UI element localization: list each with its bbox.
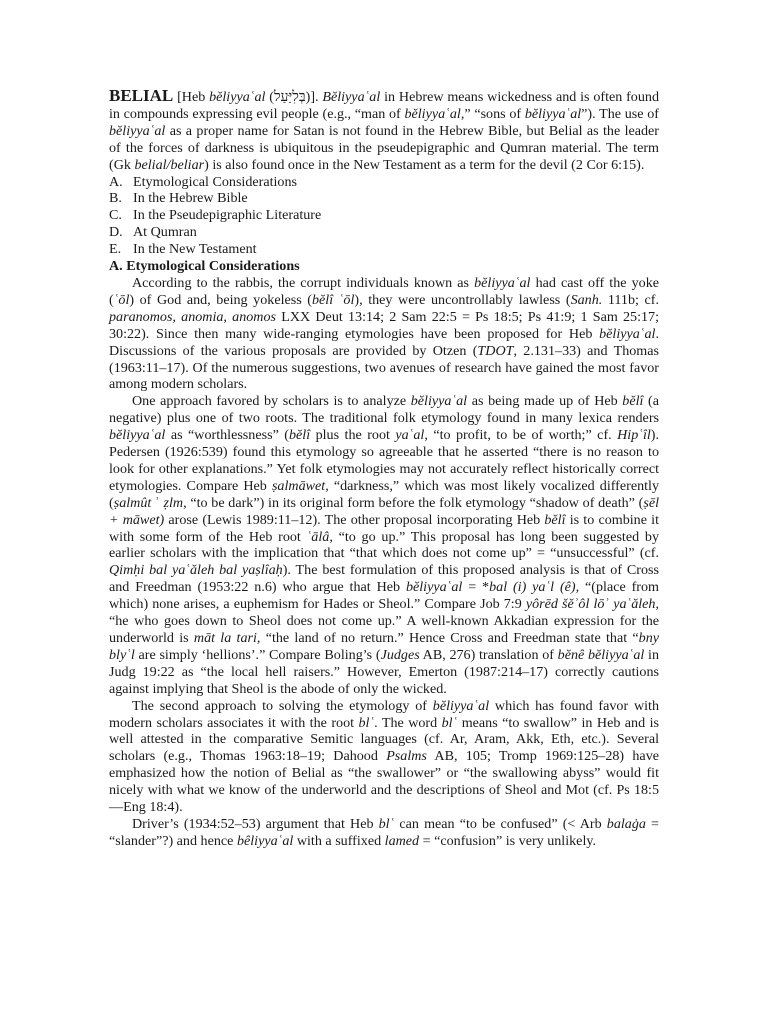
italic-term: bĕliyyaʿal bbox=[524, 105, 582, 122]
italic-term: blʿ bbox=[358, 714, 375, 731]
italic-term: TDOT bbox=[477, 342, 514, 359]
italic-term: yôrēd šĕʾôl lōʾ yaʿăleh bbox=[525, 596, 656, 613]
italic-term: māt la tari bbox=[193, 630, 257, 646]
outline-item: A. Etymological Considerations bbox=[109, 173, 298, 190]
italic-term: bĕliyyaʿal bbox=[405, 579, 463, 596]
italic-term: blʿ bbox=[441, 714, 458, 731]
section-heading: A. Etymological Considerations bbox=[109, 258, 300, 275]
outline-item: C. In the Pseudepigraphic Literature bbox=[109, 207, 322, 224]
italic-term: ʿālâ bbox=[306, 528, 330, 545]
italic-term: ʿōl bbox=[113, 291, 130, 308]
italic-term: bĕliyyaʿal bbox=[474, 274, 531, 291]
article-outline bbox=[109, 174, 659, 259]
italic-term: Qimḥi bal yaʿăleh bal yaṣlîaḥ bbox=[109, 562, 283, 579]
italic-term: ṣalmût bbox=[113, 494, 152, 511]
italic-term: balaġa bbox=[606, 815, 646, 832]
italic-term: Bĕliyyaʿal bbox=[322, 89, 381, 105]
italic-term: bĕliyyaʿal bbox=[109, 427, 166, 444]
italic-term: Hipʿîl bbox=[617, 427, 651, 444]
body-paragraph: Driver’s (1934:52–53) argument that Heb blʿ can mean “to be confused” (< Arb balaġa = “slander”?) and hence bêliyyaʿal with a suffixed lamed = “confusion” is very unlikely. bbox=[109, 815, 659, 849]
italic-term: blʿ bbox=[378, 815, 395, 832]
italic-term: bĕlî bbox=[288, 427, 311, 444]
italic-term: bĕnê bĕliyyaʿal bbox=[557, 646, 645, 663]
italic-term: ẓlm bbox=[163, 494, 184, 511]
outline-item: D. At Qumran bbox=[109, 224, 197, 241]
outline-item: B. In the Hebrew Bible bbox=[109, 190, 248, 207]
italic-term: Judges bbox=[380, 646, 420, 663]
headword: BELIAL bbox=[109, 86, 174, 105]
italic-term: lamed bbox=[384, 832, 420, 849]
intro-text: [Heb bĕliyyaʿal (בְּלִיַּעַל)]. Bĕliyyaʿal in Hebrew means wickedness and is often found in compounds expressing evil people (e.g., “man of bĕliyyaʿal,” “sons of bĕliyyaʿal”). The use of bĕliyyaʿal as a proper name for Satan is not found in the Hebrew Bible, but Belial as the leader of the forces of darkness is ubiquitous in the pseudepigraphic and Qumran material. The term (Gk belial/beliar) is also found once in the New Testament as a term for the devil (2 Cor 6:15). bbox=[109, 89, 659, 173]
italic-term: bĕlî ʿōl bbox=[312, 291, 355, 308]
italic-term: belial/beliar bbox=[134, 156, 205, 173]
italic-term: yaʿal bbox=[395, 427, 425, 444]
body-paragraph: According to the rabbis, the corrupt individuals known as bĕliyyaʿal had cast off the yoke (ʿōl) of God and, being yokeless (bĕlî ʿōl), they were uncontrollably lawless (Sanh. 111b; cf. paranomos, anomia, anomos LXX Deut 13:14; 2 Sam 22:5 = Ps 18:5; Ps 41:9; 1 Sam 25:17; 30:22). Since then many wide-ranging etymologies have been proposed for Heb bĕliyyaʿal. Discussions of the various proposals are provided by Otzen (TDOT, 2.131–33) and Thomas (1963:11–17). Of the numerous suggestions, two avenues of research have gained the most favor among modern scholars. bbox=[109, 274, 660, 393]
outline-item: E. In the New Testament bbox=[109, 241, 257, 258]
italic-term: ṣalmāwet bbox=[271, 477, 326, 494]
italic-term: Sanh. bbox=[570, 291, 603, 308]
italic-term: bĕlî bbox=[622, 393, 644, 410]
italic-term: bal (i) yaʿl (ê), bbox=[489, 579, 580, 596]
italic-term: bĕliyyaʿal bbox=[209, 89, 266, 105]
italic-term: Psalms bbox=[386, 748, 427, 765]
italic-term: ṣēl + māwet) bbox=[109, 494, 659, 528]
body-paragraph: One approach favored by scholars is to analyze bĕliyyaʿal as being made up of Heb bĕlî (a negative) plus one of two roots. The traditional folk etymology found in many lexica renders bĕliyyaʿal as “worthlessness” (bĕlî plus the root yaʿal, “to profit, to be of worth;” cf. Hipʿîl). Pedersen (1926:539) found this etymology so agreeable that he asserted “there is no reason to look for other explanations.” Yet folk etymologies may not accurately reflect historically correct etymologies. Compare Heb ṣalmāwet, “darkness,” which was most likely vocalized differently (ṣalmût ʾ ẓlm, “to be dark”) in its original form before the folk etymology “shadow of death” (ṣēl + māwet) arose (Lewis 1989:11–12). The other proposal incorporating Heb bĕlî is to combine it with some form of the Heb root ʿālâ, “to go up.” This proposal has long been suggested by earlier scholars with the implication that “that which does not come up” = “unsuccessful” (cf. Qimḥi bal yaʿăleh bal yaṣlîaḥ). The best formulation of this proposed analysis is that of Cross and Freedman (1953:22 n.6) who argue that Heb bĕliyyaʿal = *bal (i) yaʿl (ê), “(place from which) none arises, a euphemism for Hades or Sheol.” Compare Job 7:9 yôrēd šĕʾôl lōʾ yaʿăleh, “he who goes down to Sheol does not come up.” A well-known Akkadian expression for the underworld is māt la tari, “the land of no return.” Hence Cross and Freedman state that “bny blyʿl are simply ‘hellions’.” Compare Boling’s (Judges AB, 276) translation of bĕnê bĕliyyaʿal in Judg 19:22 as “the local hell raisers.” However, Emerton (1987:214–17) correctly cautions against implying that Sheol is the abode of only the wicked. bbox=[109, 393, 660, 697]
body-paragraph: The second approach to solving the etymology of bĕliyyaʿal which has found favor with modern scholars associates it with the root blʿ. The word blʿ means “to swallow” in Heb and is well attested in the comparative Semitic languages (cf. Ar, Aram, Akk, Eth, etc.). Several scholars (e.g., Thomas 1963:18–19; Dahood Psalms AB, 105; Tromp 1969:125–28) have emphasized how the notion of Belial as “the swallower” or “the swallowing abyss” would fit nicely with what we know of the underworld and the descriptions of Sheol and Mot (cf. Ps 18:5—Eng 18:4). bbox=[109, 697, 659, 816]
italic-term: bĕliyyaʿal bbox=[109, 122, 166, 139]
italic-term: bĕliyyaʿal bbox=[599, 325, 656, 342]
italic-term: bĕliyyaʿal bbox=[410, 393, 468, 410]
italic-term: bêliyyaʿal bbox=[236, 832, 294, 849]
intro-paragraph bbox=[109, 88, 659, 174]
italic-term: bny blyʿl bbox=[109, 630, 659, 663]
italic-term: bĕliyyaʿal bbox=[432, 697, 490, 714]
italic-term: bĕlî bbox=[544, 511, 566, 528]
italic-term: paranomos, anomia, anomos bbox=[109, 308, 277, 325]
italic-term: bĕliyyaʿal bbox=[404, 105, 461, 122]
article-page bbox=[109, 88, 659, 850]
